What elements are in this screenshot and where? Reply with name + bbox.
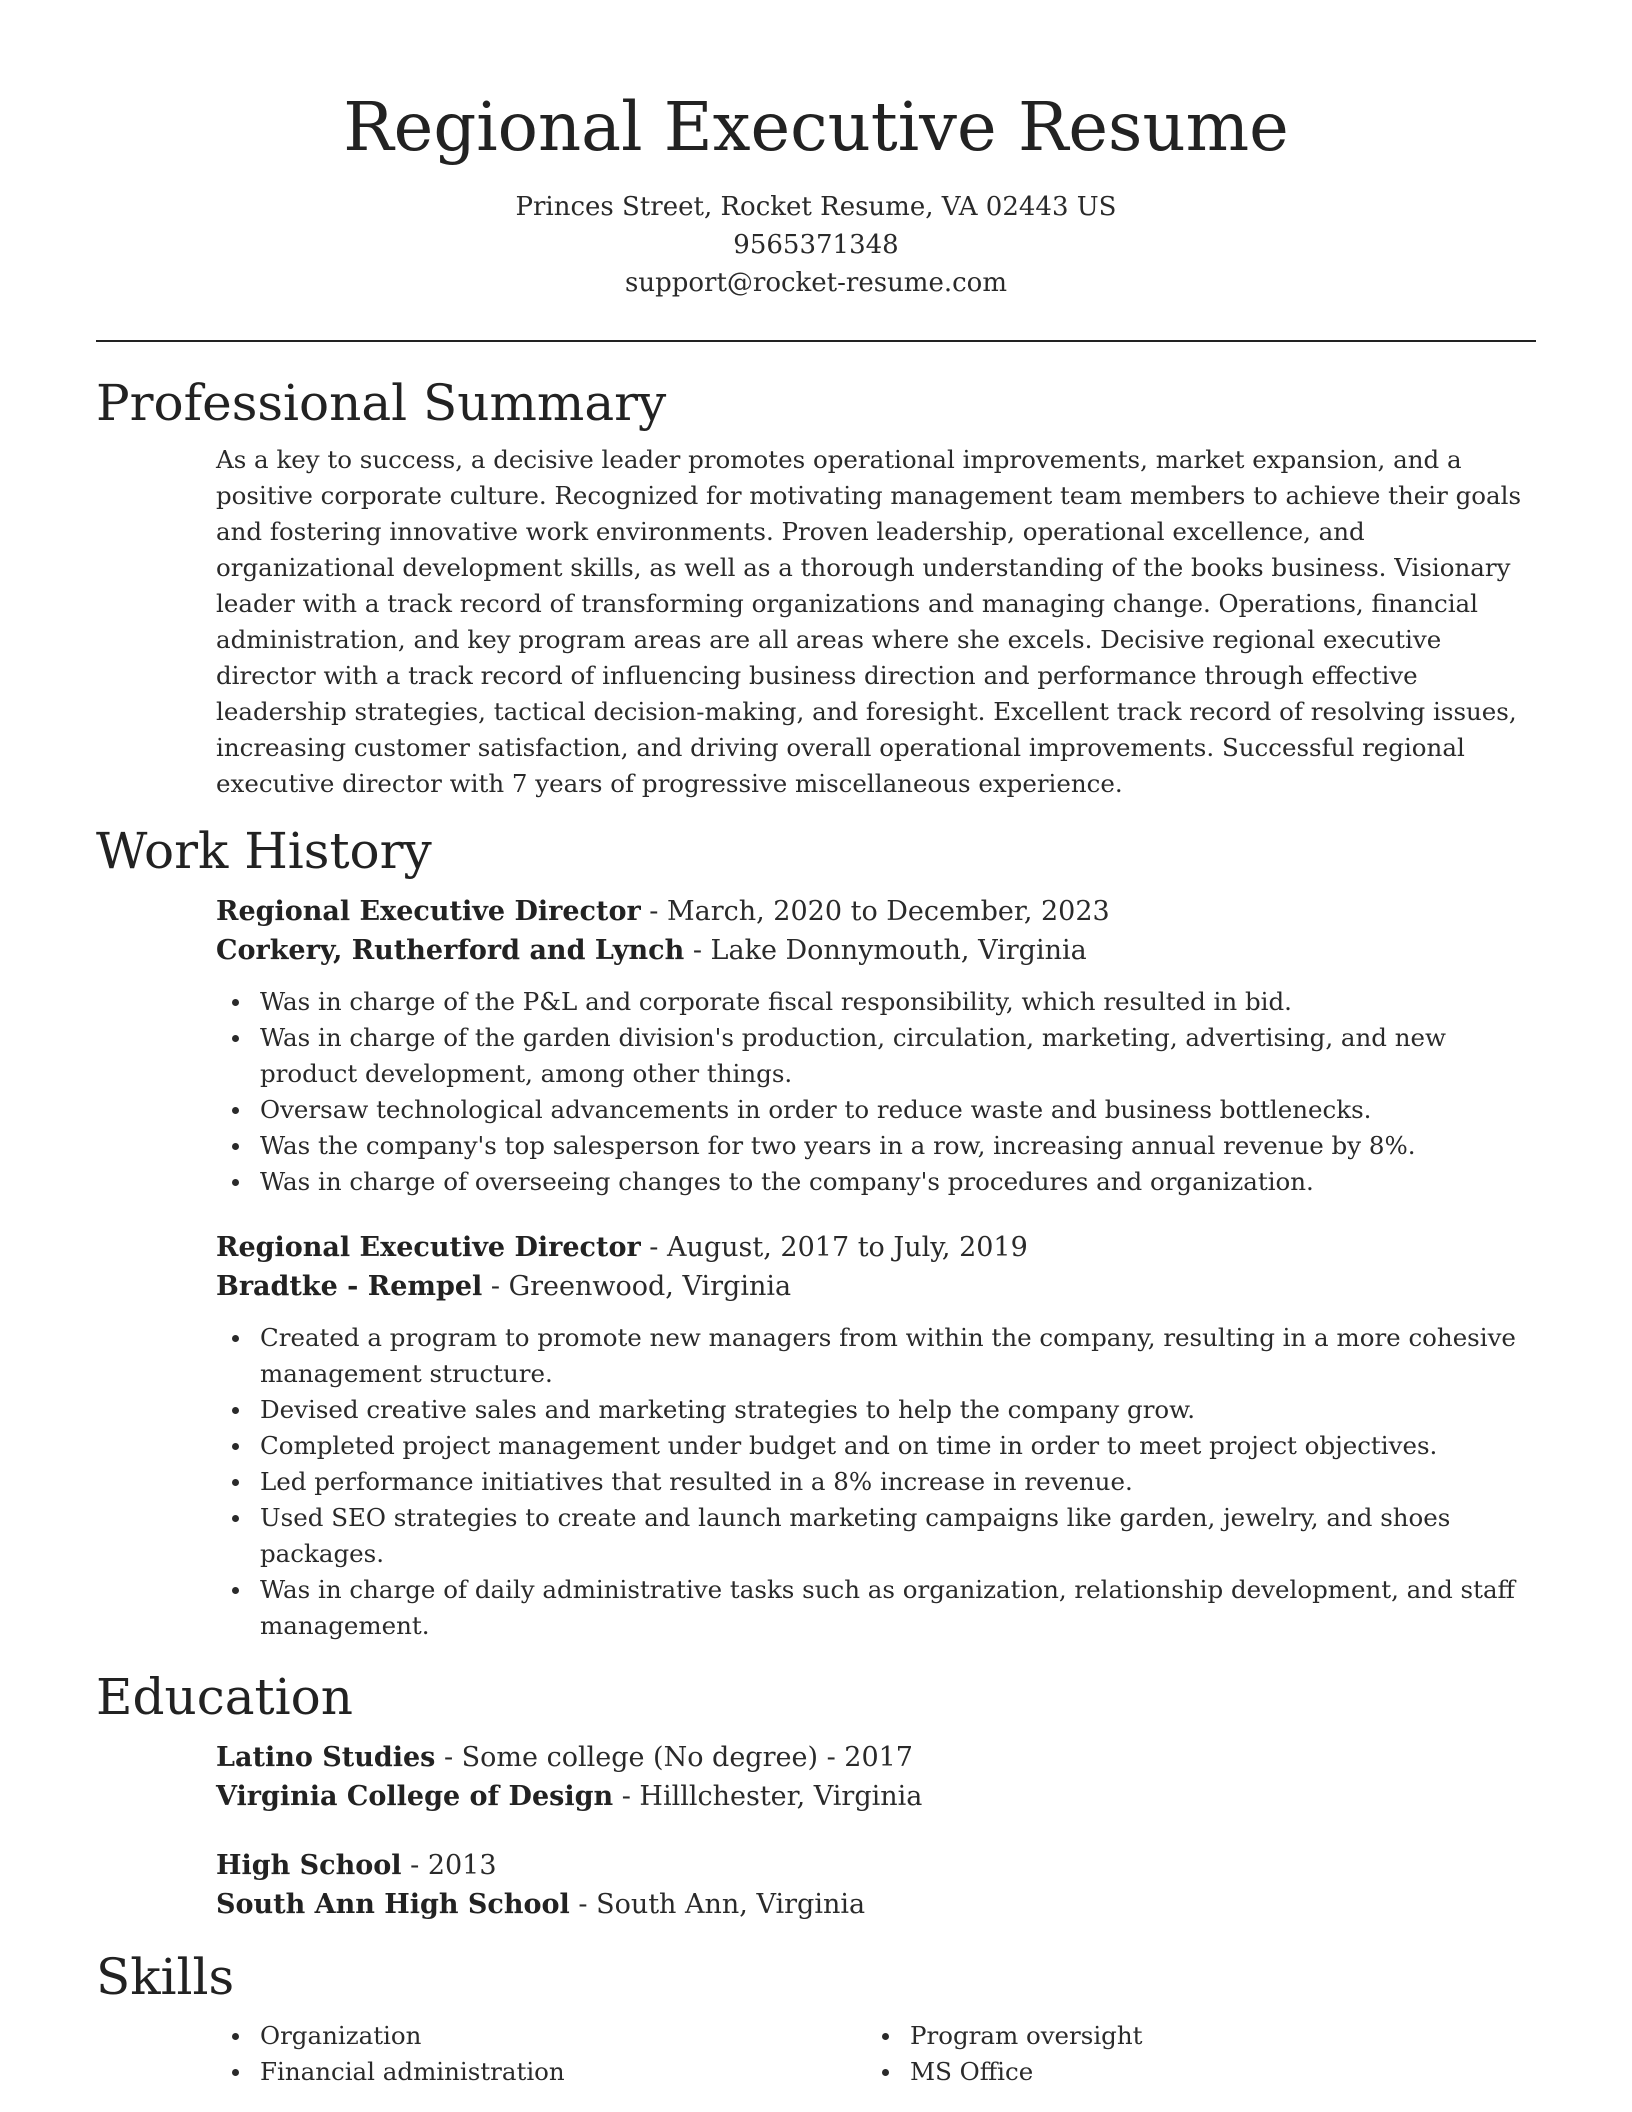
list-item: Completed project management under budget and on time in order to meet project objectives. xyxy=(216,1428,1536,1464)
job-dates: - March, 2020 to December, 2023 xyxy=(640,896,1110,927)
summary-heading: Professional Summary xyxy=(96,374,667,432)
contact-email[interactable]: support@rocket-resume.com xyxy=(624,268,1007,298)
work-section xyxy=(96,820,1536,1644)
job-role: Regional Executive Director xyxy=(216,1232,641,1263)
header-divider xyxy=(96,340,1536,342)
education-school: Virginia College of Design xyxy=(216,1781,614,1812)
education-school: South Ann High School xyxy=(216,1889,570,1920)
job-bullets xyxy=(216,984,1536,1200)
list-item: Financial administration xyxy=(216,2054,866,2090)
education-degree-line xyxy=(216,1738,1536,1777)
skills-column-left xyxy=(216,2018,866,2090)
education-section xyxy=(96,1666,1536,1924)
education-degree-line xyxy=(216,1846,1536,1885)
contact-block xyxy=(96,188,1536,302)
education-entry xyxy=(216,1738,1536,1816)
job-title-line xyxy=(216,1228,1536,1267)
education-location: - South Ann, Virginia xyxy=(569,1889,866,1920)
contact-phone: 9565371348 xyxy=(733,230,899,260)
job-company: Bradtke - Rempel xyxy=(216,1271,483,1302)
list-item: Organization xyxy=(216,2018,866,2054)
job-company: Corkery, Rutherford and Lynch xyxy=(216,935,685,966)
skills-heading: Skills xyxy=(96,1948,235,2006)
list-item: Led performance initiatives that resulted in a 8% increase in revenue. xyxy=(216,1464,1536,1500)
education-school-line xyxy=(216,1777,1536,1816)
job-entry xyxy=(216,1228,1536,1644)
education-degree: High School xyxy=(216,1850,402,1881)
education-school-line xyxy=(216,1885,1536,1924)
skills-section xyxy=(96,1946,1536,2090)
resume-header xyxy=(96,0,1536,302)
job-location: - Greenwood, Virginia xyxy=(482,1271,792,1302)
education-degree: Latino Studies xyxy=(216,1742,436,1773)
education-location: - Hilllchester, Virginia xyxy=(613,1781,923,1812)
job-title-line xyxy=(216,892,1536,931)
summary-section xyxy=(96,372,1536,802)
job-dates: - August, 2017 to July, 2019 xyxy=(640,1232,1028,1263)
education-entry xyxy=(216,1846,1536,1924)
list-item: Devised creative sales and marketing strategies to help the company grow. xyxy=(216,1392,1536,1428)
list-item: MS Office xyxy=(866,2054,1516,2090)
contact-address: Princes Street, Rocket Resume, VA 02443 US xyxy=(515,192,1117,222)
job-entry xyxy=(216,892,1536,1200)
resume-page xyxy=(96,0,1536,2090)
list-item: Oversaw technological advancements in order to reduce waste and business bottlenecks. xyxy=(216,1092,1536,1128)
job-bullets xyxy=(216,1320,1536,1644)
education-detail: - Some college (No degree) - 2017 xyxy=(435,1742,913,1773)
skills-grid xyxy=(216,2018,1536,2090)
list-item: Was the company's top salesperson for two years in a row, increasing annual revenue by 8%. xyxy=(216,1128,1536,1164)
list-item: Was in charge of the garden division's production, circulation, marketing, advertising, and new product development, among other things. xyxy=(216,1020,1536,1092)
resume-title: Regional Executive Resume xyxy=(343,88,1289,166)
summary-text: As a key to success, a decisive leader promotes operational improvements, market expansion, and a positive corporate culture. Recognized for motivating management team members to achieve their goals and fostering innovative work environments. Proven leadership, operational excellence, and organizational development skills, as well as a thorough understanding of the books business. Visionary leader with a track record of transforming organizations and managing change. Operations, financial administration, and key program areas are all areas where she excels. Decisive regional executive director with a track record of influencing business direction and performance through effective leadership strategies, tactical decision-making, and foresight. Excellent track record of resolving issues, increasing customer satisfaction, and driving overall operational improvements. Successful regional executive director with 7 years of progressive miscellaneous experience. xyxy=(216,445,1522,798)
work-heading: Work History xyxy=(96,822,432,880)
list-item: Was in charge of daily administrative tasks such as organization, relationship development, and staff management. xyxy=(216,1572,1536,1644)
job-company-line xyxy=(216,1267,1536,1306)
list-item: Program oversight xyxy=(866,2018,1516,2054)
job-company-line xyxy=(216,931,1536,970)
skills-column-right xyxy=(866,2018,1516,2090)
list-item: Was in charge of the P&L and corporate fiscal responsibility, which resulted in bid. xyxy=(216,984,1536,1020)
job-role: Regional Executive Director xyxy=(216,896,641,927)
list-item: Used SEO strategies to create and launch marketing campaigns like garden, jewelry, and shoes packages. xyxy=(216,1500,1536,1572)
list-item: Created a program to promote new managers from within the company, resulting in a more cohesive management structure. xyxy=(216,1320,1536,1392)
list-item: Was in charge of overseeing changes to the company's procedures and organization. xyxy=(216,1164,1536,1200)
education-heading: Education xyxy=(96,1668,353,1726)
job-location: - Lake Donnymouth, Virginia xyxy=(684,935,1087,966)
education-detail: - 2013 xyxy=(401,1850,497,1881)
